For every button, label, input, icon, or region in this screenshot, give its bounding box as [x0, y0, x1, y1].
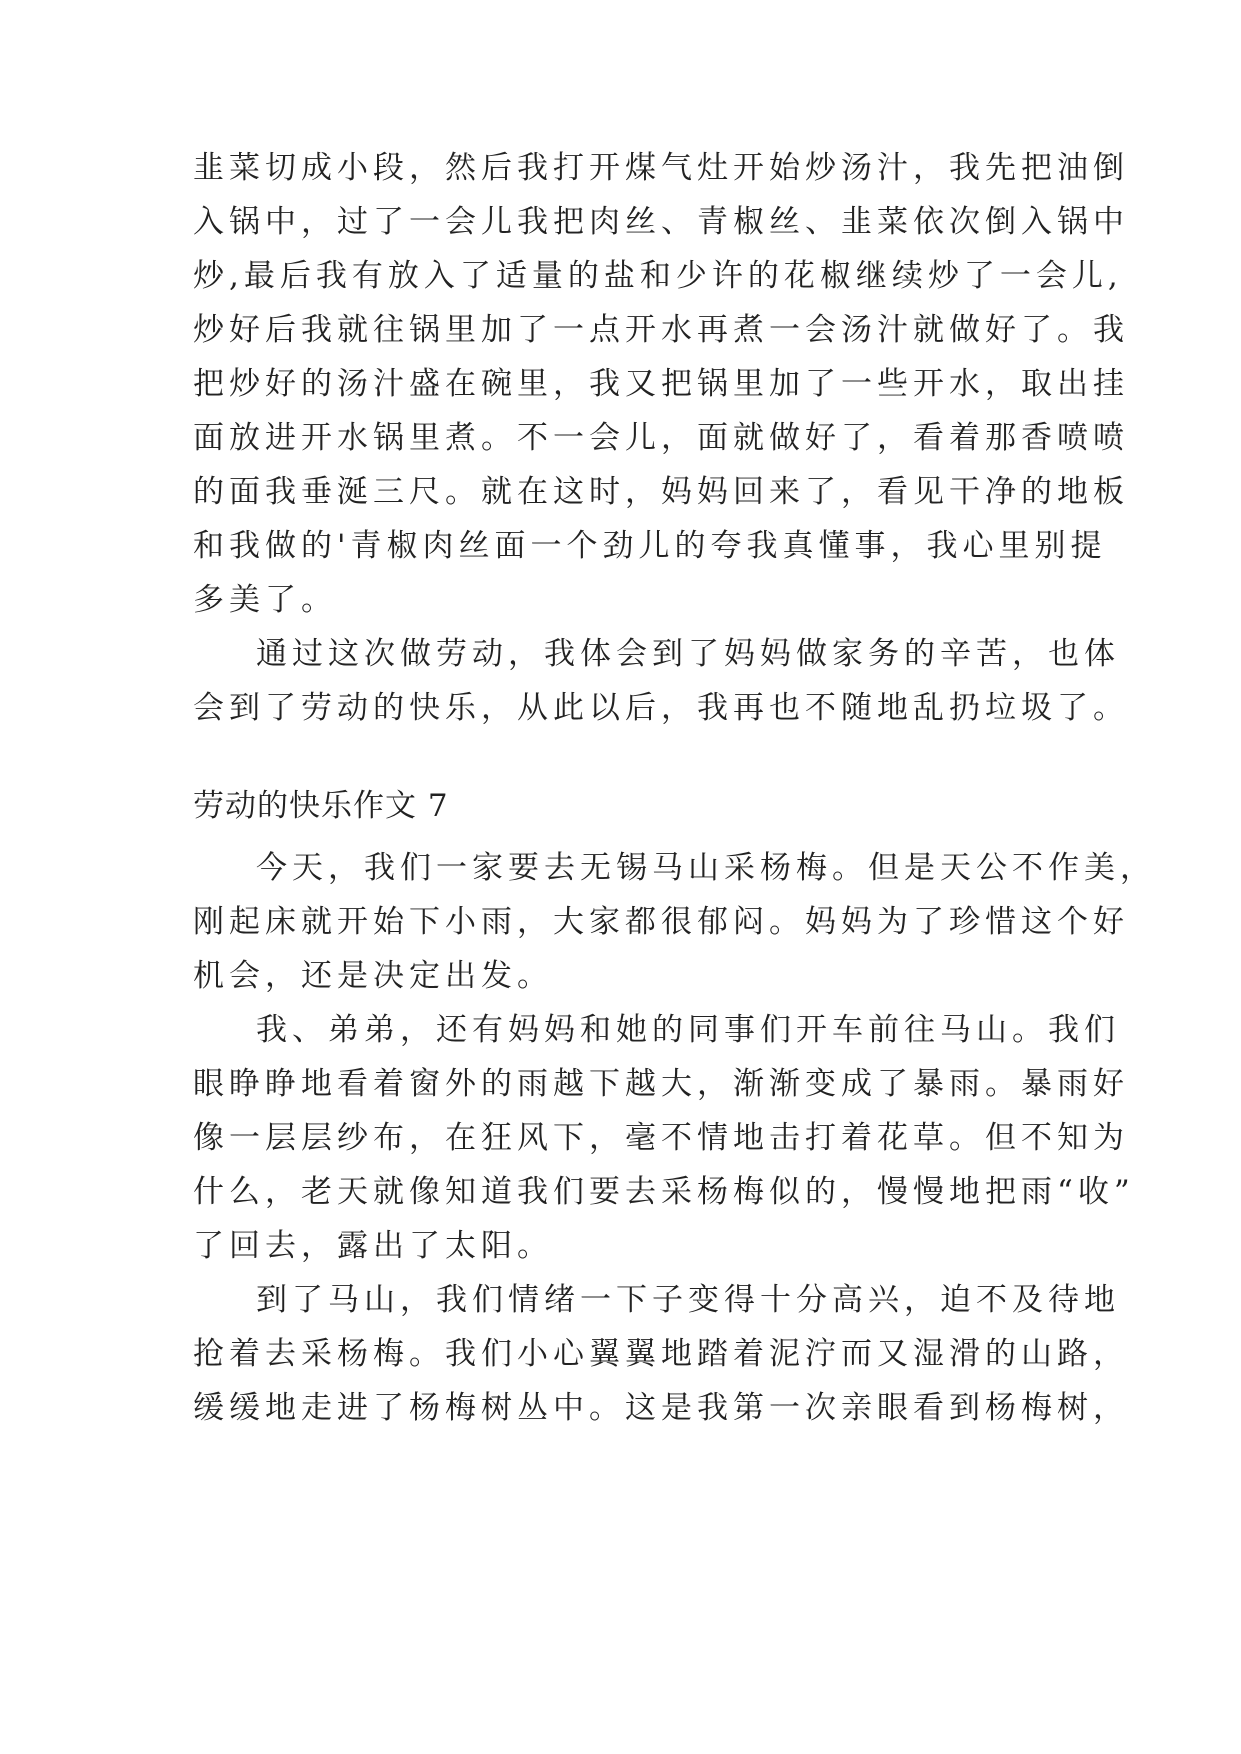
text-line: 刚起床就开始下小雨，大家都很郁闷。妈妈为了珍惜这个好	[193, 904, 1129, 940]
text-line: 今天，我们一家要去无锡马山采杨梅。但是天公不作美，	[256, 850, 1156, 886]
text-line: 我、弟弟，还有妈妈和她的同事们开车前往马山。我们	[256, 1012, 1120, 1048]
text-line: 通过这次做劳动，我体会到了妈妈做家务的辛苦，也体	[256, 636, 1120, 672]
text-line: 和我做的'青椒肉丝面一个劲儿的夸我真懂事，我心里别提	[193, 528, 1107, 564]
section-title: 劳动的快乐作文 7	[193, 788, 449, 824]
text-line: 眼睁睁地看着窗外的雨越下越大，渐渐变成了暴雨。暴雨好	[193, 1066, 1129, 1102]
text-line: 多美了。	[193, 582, 337, 618]
text-line: 机会，还是决定出发。	[193, 958, 553, 994]
text-line: 的面我垂涎三尺。就在这时，妈妈回来了，看见干净的地板	[193, 474, 1129, 510]
text-line: 韭菜切成小段，然后我打开煤气灶开始炒汤汁，我先把油倒	[193, 150, 1129, 186]
text-line: 会到了劳动的快乐，从此以后，我再也不随地乱扔垃圾了。	[193, 690, 1129, 726]
text-line: 到了马山，我们情绪一下子变得十分高兴，迫不及待地	[256, 1282, 1120, 1318]
text-line: 面放进开水锅里煮。不一会儿，面就做好了，看着那香喷喷	[193, 420, 1129, 456]
text-line: 炒好后我就往锅里加了一点开水再煮一会汤汁就做好了。我	[193, 312, 1129, 348]
text-line: 炒,最后我有放入了适量的盐和少许的花椒继续炒了一会儿,	[193, 258, 1123, 294]
text-line: 入锅中，过了一会儿我把肉丝、青椒丝、韭菜依次倒入锅中	[193, 204, 1129, 240]
text-line: 了回去，露出了太阳。	[193, 1228, 553, 1264]
text-line: 像一层层纱布，在狂风下，毫不情地击打着花草。但不知为	[193, 1120, 1129, 1156]
text-line: 什么，老天就像知道我们要去采杨梅似的，慢慢地把雨“收”	[193, 1174, 1135, 1210]
text-line: 把炒好的汤汁盛在碗里，我又把锅里加了一些开水，取出挂	[193, 366, 1129, 402]
text-line: 抢着去采杨梅。我们小心翼翼地踏着泥泞而又湿滑的山路，	[193, 1336, 1129, 1372]
text-line: 缓缓地走进了杨梅树丛中。这是我第一次亲眼看到杨梅树，	[193, 1390, 1129, 1426]
